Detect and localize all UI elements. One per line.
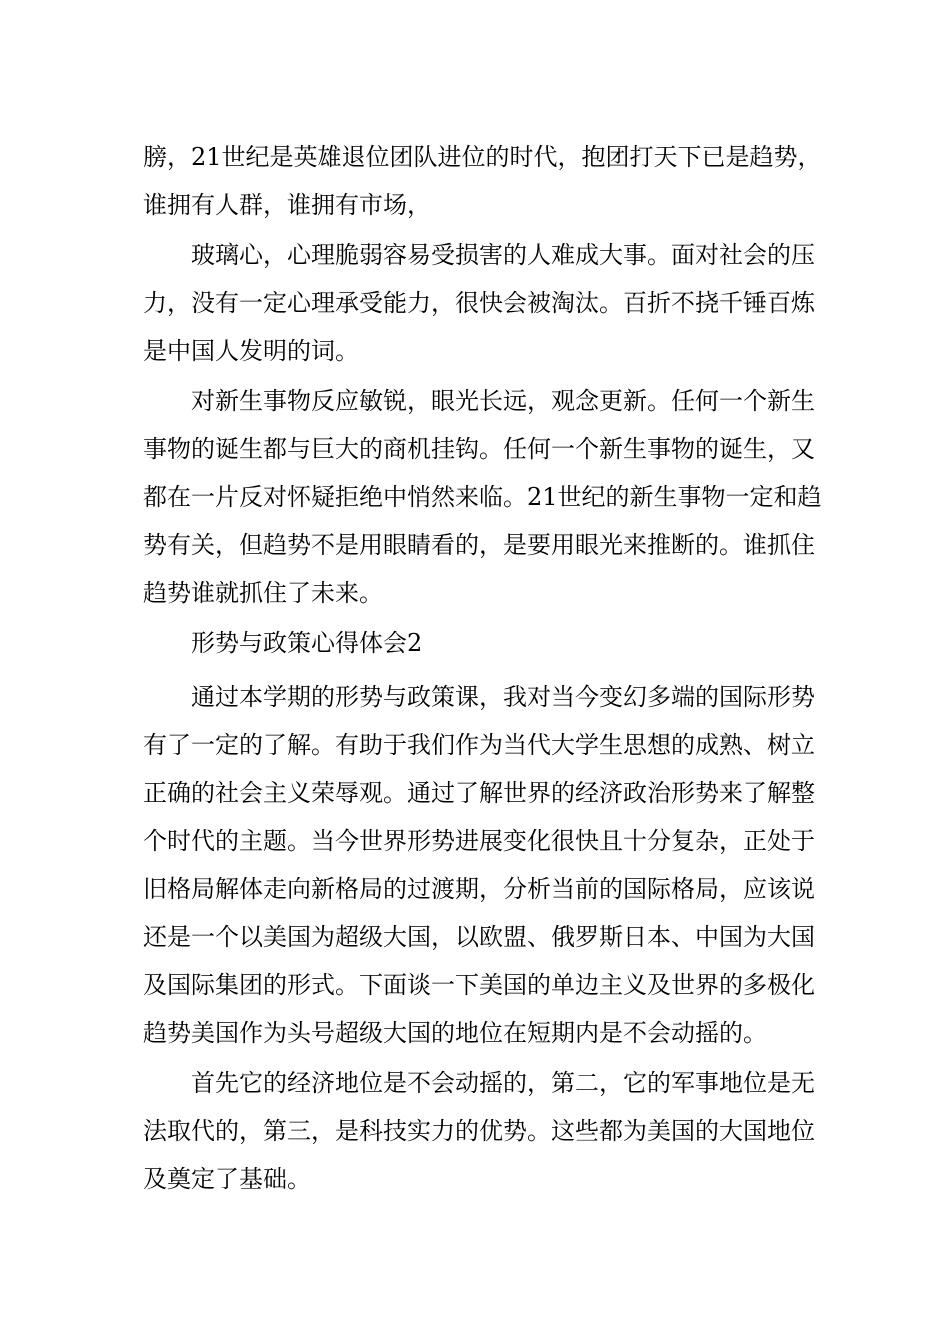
paragraph-4: 通过本学期的形势与政策课，我对当今变幻多端的国际形势有了一定的了解。有助于我们作为当代大学生思想的成熟、树立正确的社会主义荣辱观。通过了解世界的经济政治形势来了解整个时代的主题。当今世界形势进展变化很快且十分复杂，正处于旧格局解体走向新格局的过渡期，分析当前的国际格局，应该说还是一个以美国为超级大国，以欧盟、俄罗斯日本、中国为大国及国际集团的形式。下面谈一下美国的单边主义及世界的多极化趋势美国作为头号超级大国的地位在短期内是不会动摇的。 xyxy=(143,683,815,1047)
paragraph-3: 对新生事物反应敏锐，眼光长远，观念更新。任何一个新生事物的诞生都与巨大的商机挂钩。任何一个新生事物的诞生，又都在一片反对怀疑拒绝中悄然来临。21世纪的新生事物一定和趋势有关，但趋势不是用眼睛看的，是要用眼光来推断的。谁抓住趋势谁就抓住了未来。 xyxy=(143,387,822,607)
section-heading: 形势与政策心得体会2 xyxy=(191,629,423,657)
paragraph-2: 玻璃心，心理脆弱容易受损害的人难成大事。面对社会的压力，没有一定心理承受能力，很快会被淘汰。百折不挠千锤百炼是中国人发明的词。 xyxy=(143,241,815,365)
paragraph-5: 首先它的经济地位是不会动摇的，第二，它的军事地位是无法取代的，第三，是科技实力的优势。这些都为美国的大国地位及奠定了基础。 xyxy=(143,1069,815,1193)
document-body xyxy=(143,133,823,1205)
paragraph-1: 膀，21世纪是英雄退位团队进位的时代，抱团打天下已是趋势，谁拥有人群，谁拥有市场， xyxy=(143,143,822,219)
